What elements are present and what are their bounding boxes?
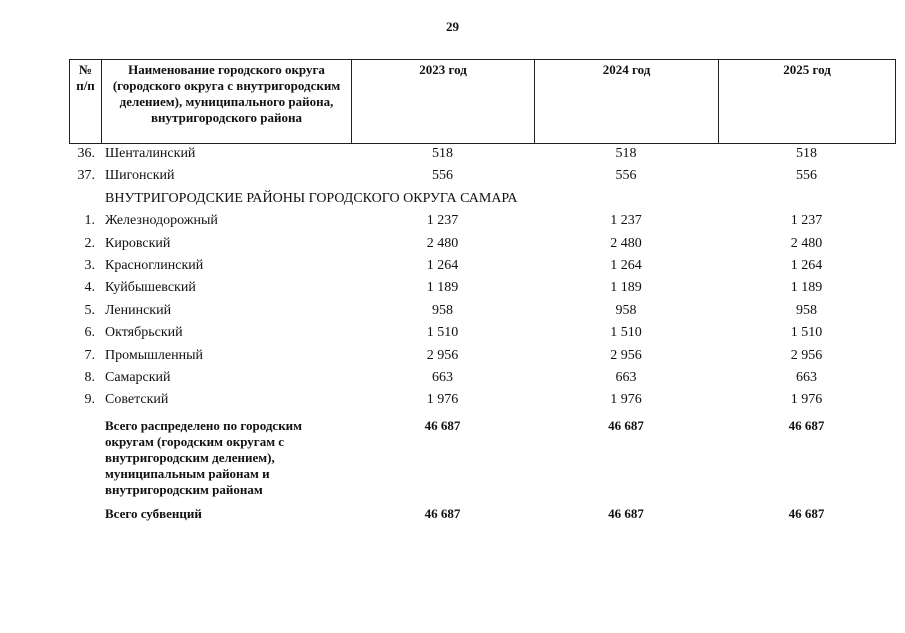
row-number: 5.	[84, 302, 95, 318]
row-number: 1.	[84, 213, 95, 229]
table-row	[69, 370, 895, 392]
total-distributed-row	[69, 415, 895, 506]
row-value-2024: 1 976	[610, 392, 642, 408]
row-value-2025: 1 510	[790, 325, 823, 341]
row-value-2024: 663	[615, 369, 637, 385]
row-number: 8.	[84, 369, 95, 385]
table-row	[69, 258, 895, 280]
header-2024: 2024 год	[535, 60, 719, 144]
section-row	[69, 191, 895, 213]
total-label: Всего распределено по городским округам (городским округам с внутригородским делением), муниципальным районам и внутригородским районам	[105, 417, 303, 497]
row-value-2025: 518	[796, 146, 817, 161]
page-number: 29	[446, 19, 459, 34]
row-number: 37.	[77, 168, 95, 184]
row-number: 6.	[84, 325, 95, 341]
row-value-2023: 2 480	[426, 235, 459, 251]
header-num: № п/п	[70, 60, 102, 144]
total-value-2024: 46 687	[608, 505, 644, 521]
row-name: Кировский	[105, 235, 171, 251]
row-value-2024: 1 510	[610, 325, 642, 341]
total-spacer	[69, 415, 101, 506]
row-number: 2.	[84, 235, 95, 251]
row-value-2024: 556	[615, 168, 637, 184]
total-spacer	[69, 506, 101, 528]
section-title: ВНУТРИГОРОДСКИЕ РАЙОНЫ ГОРОДСКОГО ОКРУГА САМАРА	[105, 190, 518, 206]
row-value-2024: 1 189	[610, 280, 642, 296]
table-row	[69, 146, 895, 168]
row-name: Ленинский	[105, 302, 172, 318]
row-number: 9.	[84, 392, 95, 408]
total-value-2025: 46 687	[788, 505, 825, 521]
header-name: Наименование городского округа (городского округа с внутригородским делением), муниципального района, внутригородского района	[102, 60, 352, 144]
table-row	[69, 348, 895, 370]
row-number: 4.	[84, 280, 95, 296]
row-value-2023: 1 976	[426, 392, 459, 408]
total-label: Всего субвенций	[105, 505, 202, 521]
table-row	[69, 213, 895, 235]
table-row	[69, 236, 895, 258]
row-number: 3.	[84, 257, 95, 273]
row-value-2025: 1 237	[790, 213, 823, 229]
header-2025: 2025 год	[719, 60, 896, 144]
total-value-2023: 46 687	[424, 417, 461, 433]
row-value-2023: 1 189	[426, 280, 459, 296]
section-spacer	[69, 191, 101, 213]
row-value-2025: 1 189	[790, 280, 823, 296]
row-name: Промышленный	[105, 347, 203, 363]
total-subventions-row	[69, 506, 895, 528]
table-row	[69, 280, 895, 302]
row-value-2023: 958	[432, 302, 453, 318]
row-value-2023: 556	[432, 168, 453, 184]
row-name: Октябрьский	[105, 325, 183, 341]
table-row	[69, 325, 895, 347]
row-name: Советский	[105, 392, 169, 408]
row-value-2024: 1 264	[610, 257, 642, 273]
row-value-2023: 1 264	[426, 257, 459, 273]
row-name: Самарский	[105, 369, 171, 385]
table-body	[69, 146, 895, 528]
header-2023: 2023 год	[352, 60, 535, 144]
row-name: Железнодорожный	[105, 213, 218, 229]
row-name: Красноглинский	[105, 257, 204, 273]
table-row	[69, 392, 895, 414]
row-value-2025: 958	[796, 302, 817, 318]
row-value-2024: 2 480	[610, 235, 642, 251]
row-value-2025: 2 956	[790, 347, 823, 363]
row-value-2023: 1 237	[426, 213, 459, 229]
table-header	[69, 59, 896, 144]
table-row	[69, 303, 895, 325]
row-number: 36.	[77, 146, 95, 161]
row-value-2025: 1 264	[790, 257, 823, 273]
row-value-2024: 2 956	[610, 347, 642, 363]
row-name: Куйбышевский	[105, 280, 196, 296]
row-number: 7.	[84, 347, 95, 363]
row-value-2025: 1 976	[790, 392, 823, 408]
row-value-2025: 2 480	[790, 235, 823, 251]
row-value-2025: 663	[796, 369, 817, 385]
row-name: Шигонский	[105, 168, 175, 184]
table-row	[69, 168, 895, 190]
total-value-2023: 46 687	[424, 505, 461, 521]
row-value-2024: 518	[615, 146, 637, 161]
row-value-2023: 1 510	[426, 325, 459, 341]
row-value-2023: 518	[432, 146, 453, 161]
total-value-2024: 46 687	[608, 417, 644, 433]
row-value-2024: 1 237	[610, 213, 642, 229]
row-name: Шенталинский	[105, 146, 196, 161]
total-value-2025: 46 687	[788, 417, 825, 433]
row-value-2024: 958	[615, 302, 637, 318]
row-value-2023: 2 956	[426, 347, 459, 363]
row-value-2023: 663	[432, 369, 453, 385]
row-value-2025: 556	[796, 168, 817, 184]
